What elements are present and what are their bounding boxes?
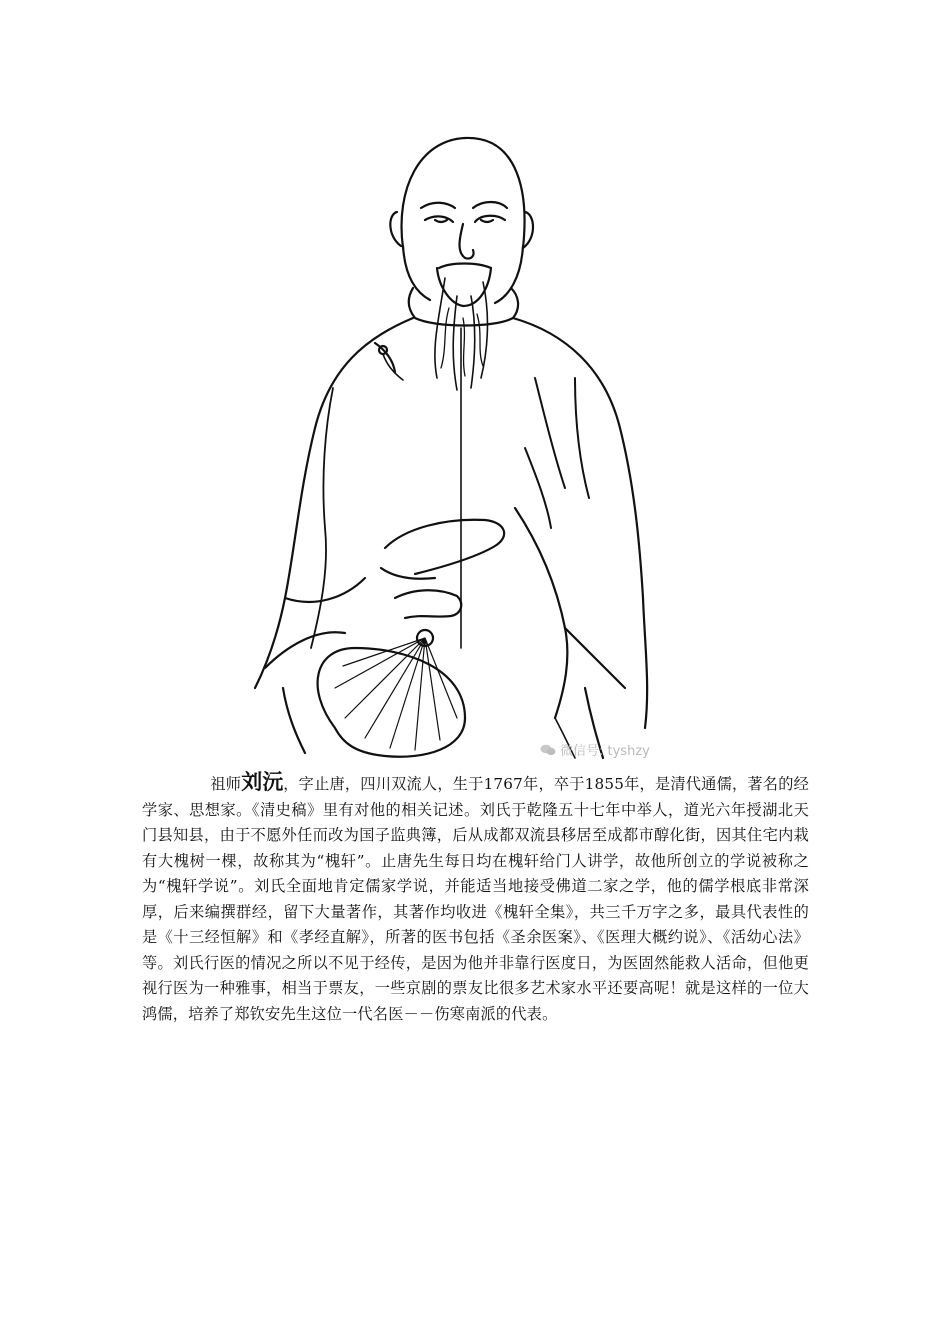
watermark-label: 微信号: tyshzy	[560, 744, 650, 759]
article-body	[142, 770, 809, 1027]
portrait-illustration	[225, 128, 695, 763]
article-text: ，字止唐，四川双流人，生于1767年，卒于1855年，是清代通儒，著名的经学家、思想家。《清史稿》里有对他的相关记述。刘氏于乾隆五十七年中举人，道光六年授湖北天门县知县，由于不愿外任而改为国子监典簿，后从成都双流县移居至成都市醇化街，因其住宅内栽有大槐树一棵，故称其为“槐轩”。止唐先生每日均在槐轩给门人讲学，故他所创立的学说被称之为“槐轩学说”。刘氏全面地肯定儒家学说，并能适当地接受佛道二家之学，他的儒学根底非常深厚，后来编撰群经，留下大量著作，其著作均收进《槐轩全集》，共三千万字之多，最具代表性的是《十三经恒解》和《孝经直解》，所著的医书包括《圣余医案》、《医理大概约说》、《活幼心法》等。刘氏行医的情况之所以不见于经传，是因为他并非靠行医度日，为医固然能救人活命，但他更视行医为一种雅事，相当于票友，一些京剧的票友比很多艺术家水平还要高呢！就是这样的一位大鸿儒，培养了郑钦安先生这位一代名医－－伤寒南派的代表。	[142, 775, 810, 1023]
wechat-icon	[540, 744, 556, 756]
article-paragraph	[142, 770, 809, 1027]
article-prefix: 祖师	[210, 775, 242, 793]
watermark	[540, 740, 650, 759]
person-name: 刘沅	[241, 770, 284, 794]
